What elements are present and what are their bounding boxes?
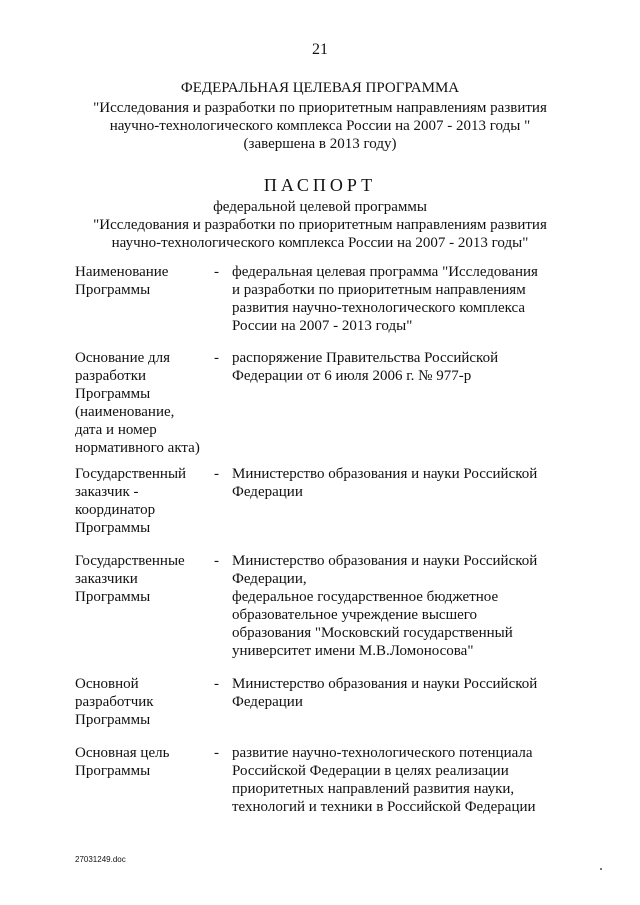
row-label-line: Программы (75, 712, 151, 728)
row-label-line: координатор (75, 502, 156, 518)
program-subtitle (60, 99, 580, 153)
row-dash: - (214, 350, 219, 366)
row-value (232, 552, 572, 660)
row-label-line: Основная цель (75, 745, 170, 761)
row-label (75, 675, 215, 729)
program-subtitle-line: (завершена в 2013 году) (243, 136, 397, 152)
row-value-line: федеральная целевая программа "Исследования (232, 264, 538, 280)
row-label-line: Государственный (75, 466, 187, 482)
row-value-line: Министерство образования и науки Российской (232, 553, 538, 569)
row-value-line: развития научно-технологического комплекса (232, 300, 526, 316)
row-label-line: Программы (75, 520, 151, 536)
page-number: 21 (312, 41, 328, 58)
row-value-line: приоритетных направлений развития науки, (232, 781, 515, 797)
row-label (75, 263, 215, 299)
row-label-line: разработки (75, 368, 147, 384)
row-label-line: Наименование (75, 264, 169, 280)
row-value-line: Федерации от 6 июля 2006 г. № 977-р (232, 368, 472, 384)
row-value-line: Министерство образования и науки Российской (232, 676, 538, 692)
program-subtitle-line: "Исследования и разработки по приоритетным направлениям развития (93, 100, 547, 116)
row-value (232, 349, 572, 385)
row-label-line: Основание для (75, 350, 171, 366)
passport-heading: ПАСПОРТ (263, 175, 377, 195)
row-label (75, 465, 215, 537)
program-subtitle-line: научно-технологического комплекса России на 2007 - 2013 годы " (109, 118, 531, 134)
passport-subtitle-line: научно-технологического комплекса России на 2007 - 2013 годы" (111, 235, 529, 251)
row-label-line: Государственные (75, 553, 185, 569)
row-value (232, 675, 572, 711)
scan-speck (600, 868, 602, 870)
row-value-line: распоряжение Правительства Российской (232, 350, 499, 366)
row-value-line: университет имени М.В.Ломоносова" (232, 643, 474, 659)
passport-subtitle-line: "Исследования и разработки по приоритетным направлениям развития (93, 217, 547, 233)
row-dash: - (214, 264, 219, 280)
row-label-line: нормативного акта) (75, 440, 200, 456)
row-label-line: (наименование, (75, 404, 175, 420)
row-label-line: Программы (75, 386, 151, 402)
row-value-line: Федерации (232, 484, 303, 500)
passport-subtitle (60, 198, 580, 252)
row-value-line: технологий и техники в Российской Федерации (232, 799, 536, 815)
row-label-line: заказчик - (75, 484, 139, 500)
row-value-line: и разработки по приоритетным направлениям (232, 282, 526, 298)
row-value-line: Федерации (232, 694, 303, 710)
row-value (232, 744, 572, 816)
row-value-line: Российской Федерации в целях реализации (232, 763, 509, 779)
row-value (232, 263, 572, 335)
row-value-line: Министерство образования и науки Российской (232, 466, 538, 482)
row-label-line: Программы (75, 589, 151, 605)
row-label-line: дата и номер (75, 422, 157, 438)
row-value-line: образования "Московский государственный (232, 625, 513, 641)
row-label-line: заказчики (75, 571, 138, 587)
passport-subtitle-line: федеральной целевой программы (213, 199, 427, 215)
row-label (75, 552, 215, 606)
row-value-line: Федерации, (232, 571, 307, 587)
row-value-line: образовательное учреждение высшего (232, 607, 478, 623)
row-dash: - (214, 553, 219, 569)
row-dash: - (214, 466, 219, 482)
row-label-line: Основной (75, 676, 139, 692)
row-label-line: Программы (75, 763, 151, 779)
row-label-line: Программы (75, 282, 151, 298)
row-label (75, 744, 215, 780)
row-dash: - (214, 745, 219, 761)
row-value-line: развитие научно-технологического потенциала (232, 745, 533, 761)
row-label-line: разработчик (75, 694, 154, 710)
row-dash: - (214, 676, 219, 692)
row-label (75, 349, 215, 457)
program-title: ФЕДЕРАЛЬНАЯ ЦЕЛЕВАЯ ПРОГРАММА (180, 80, 460, 96)
row-value-line: федеральное государственное бюджетное (232, 589, 499, 605)
row-value (232, 465, 572, 501)
row-value-line: России на 2007 - 2013 годы" (232, 318, 413, 334)
footer-file-name: 27031249.doc (75, 855, 126, 864)
